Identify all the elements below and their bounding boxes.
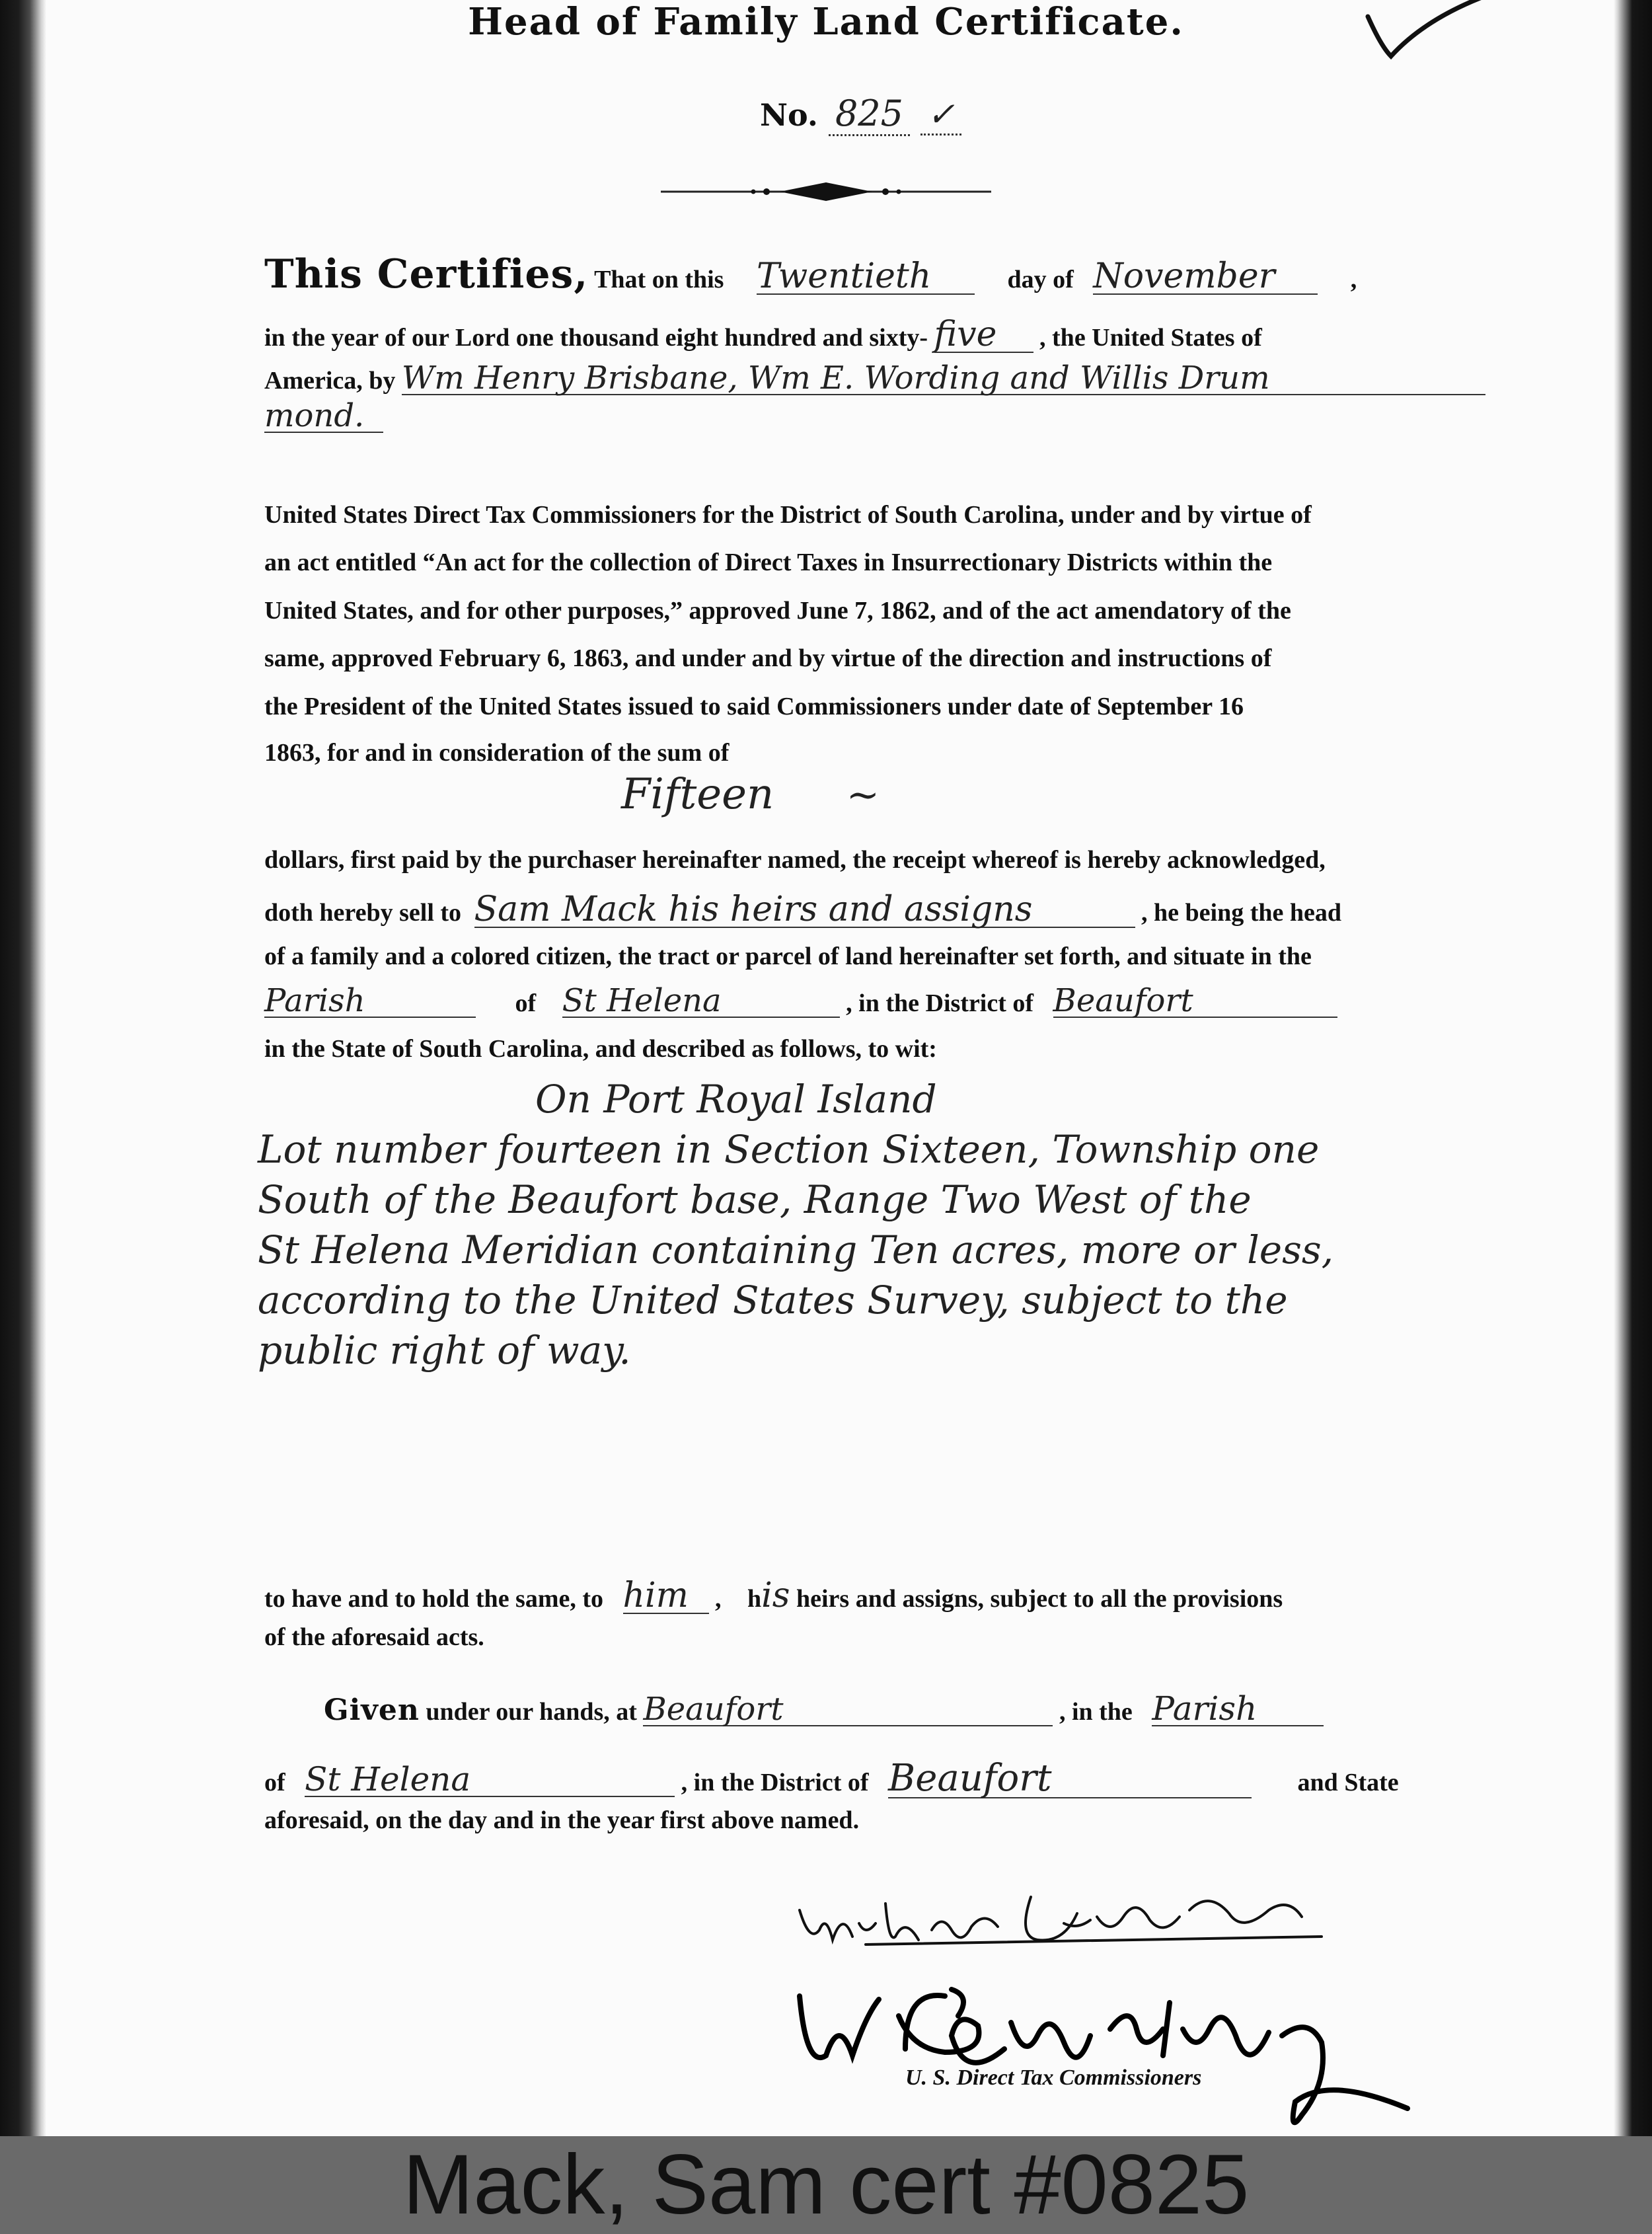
land-description bbox=[258, 1074, 1480, 1375]
description-line: public right of way. bbox=[258, 1328, 631, 1373]
certificate-title: Head of Family Land Certificate. bbox=[468, 0, 1184, 44]
body-line-5: United States Direct Tax Commissioners for the District of South Carolina, under and by virtue of bbox=[264, 501, 1312, 529]
text-of-2: of bbox=[264, 1769, 285, 1796]
given-parish-name: St Helena bbox=[305, 1763, 675, 1797]
text-that-on-this: That on this bbox=[594, 266, 724, 293]
ornament-divider bbox=[661, 178, 991, 205]
given-line-1 bbox=[264, 1689, 1454, 1728]
hold-him: him bbox=[623, 1578, 709, 1614]
this-certifies-lead: This Certifies, bbox=[264, 251, 589, 297]
body-line-8: same, approved February 6, 1863, and under and by virtue of the direction and instructions of bbox=[264, 644, 1272, 672]
body-line-3 bbox=[264, 362, 1454, 395]
body-line-15 bbox=[264, 982, 1454, 1019]
hold-his: is bbox=[761, 1576, 790, 1615]
day-value: Twentieth bbox=[757, 259, 975, 295]
body-line-14: of a family and a colored citizen, the tract or parcel of land hereinafter set forth, and situate in the bbox=[264, 943, 1312, 970]
body-line-6: an act entitled “An act for the collection of Direct Taxes in Insurrectionary Districts within the bbox=[264, 549, 1273, 576]
text-day-of: day of bbox=[1007, 266, 1074, 293]
signature-block bbox=[780, 1884, 1414, 2148]
commissioner-names: Wm Henry Brisbane, Wm E. Wording and Willis Drum bbox=[402, 362, 1485, 395]
purchaser-value: Sam Mack his heirs and assigns bbox=[474, 892, 1135, 928]
text-under-our-hands: under our hands, at bbox=[426, 1698, 637, 1726]
body-line-10: 1863, for and in consideration of the sum of bbox=[264, 739, 730, 767]
body-line-4 bbox=[264, 397, 1454, 434]
description-line: South of the Beaufort base, Range Two West of the bbox=[258, 1177, 1252, 1222]
district-name: Beaufort bbox=[1053, 985, 1337, 1018]
commissioners-title: U. S. Direct Tax Commissioners bbox=[905, 2065, 1202, 2090]
year-value: five bbox=[934, 317, 1033, 353]
body-line-7: United States, and for other purposes,” approved June 7, 1862, and of the act amendatory of the bbox=[264, 597, 1291, 625]
given-lead: Given bbox=[324, 1693, 420, 1727]
text-in-the: , in the bbox=[1059, 1698, 1133, 1726]
signature-wording bbox=[800, 1989, 1408, 2122]
certificate-number bbox=[760, 93, 961, 134]
given-line-2 bbox=[264, 1757, 1454, 1800]
text-head-of: , he being the head bbox=[1141, 899, 1342, 927]
number-label: No. bbox=[760, 97, 818, 133]
body-line-12: dollars, first paid by the purchaser hereinafter named, the receipt whereof is hereby acknowledged, bbox=[264, 846, 1326, 874]
amount-value: Fifteen bbox=[621, 770, 774, 819]
text-in-the-district-of: , in the District of bbox=[846, 989, 1034, 1017]
scan-edge-left bbox=[0, 0, 46, 2234]
parish-name: St Helena bbox=[562, 985, 840, 1018]
given-parish: Parish bbox=[1152, 1692, 1324, 1726]
month-value: November bbox=[1093, 259, 1318, 295]
text-in-the-district-of-2: , in the District of bbox=[681, 1769, 869, 1796]
body-line-17 bbox=[264, 1578, 1454, 1614]
text-h: h bbox=[747, 1585, 762, 1613]
checkmark-icon bbox=[1361, 0, 1487, 66]
text-doth-hereby-sell: doth hereby sell to bbox=[264, 899, 462, 927]
signature-brisbane bbox=[800, 1897, 1322, 1945]
text-america-by: America, by bbox=[264, 367, 396, 395]
given-district: Beaufort bbox=[888, 1760, 1252, 1798]
amount-flourish: ~ bbox=[846, 772, 880, 818]
body-line-13 bbox=[264, 892, 1454, 928]
description-line: On Port Royal Island bbox=[535, 1077, 937, 1122]
description-line: according to the United States Survey, subject to the bbox=[258, 1278, 1288, 1323]
text-comma-2: , bbox=[715, 1585, 722, 1613]
amount-line bbox=[621, 770, 1652, 819]
scan-edge-right bbox=[1614, 0, 1652, 2234]
text-united-states-of: , the United States of bbox=[1039, 324, 1262, 352]
description-line: Lot number fourteen in Section Sixteen, Township one bbox=[258, 1127, 1320, 1172]
given-place: Beaufort bbox=[643, 1693, 1053, 1726]
image-caption: Mack, Sam cert #0825 bbox=[0, 2136, 1652, 2234]
description-line: St Helena Meridian containing Ten acres, more or less, bbox=[258, 1227, 1334, 1272]
body-line-9: the President of the United States issued to said Commissioners under date of September 16 bbox=[264, 693, 1244, 720]
text-of: of bbox=[515, 989, 537, 1017]
text-comma: , bbox=[1350, 266, 1357, 293]
body-line-18: of the aforesaid acts. bbox=[264, 1623, 484, 1651]
text-to-have-and-hold: to have and to hold the same, to bbox=[264, 1585, 604, 1613]
text-year-prefix: in the year of our Lord one thousand eight hundred and sixty- bbox=[264, 324, 928, 352]
commissioner-names-cont: mond. bbox=[264, 400, 383, 433]
number-check-mark: ✓ bbox=[920, 95, 961, 135]
text-heirs-and-assigns: heirs and assigns, subject to all the provisions bbox=[796, 1585, 1283, 1613]
body-line-1 bbox=[264, 251, 1454, 297]
parish-word: Parish bbox=[264, 985, 476, 1018]
text-and-state: and State bbox=[1297, 1769, 1399, 1796]
body-line-16: in the State of South Carolina, and described as follows, to wit: bbox=[264, 1035, 937, 1063]
number-value: 825 bbox=[829, 93, 910, 136]
body-line-2 bbox=[264, 317, 1454, 353]
given-line-3: aforesaid, on the day and in the year first above named. bbox=[264, 1806, 860, 1834]
